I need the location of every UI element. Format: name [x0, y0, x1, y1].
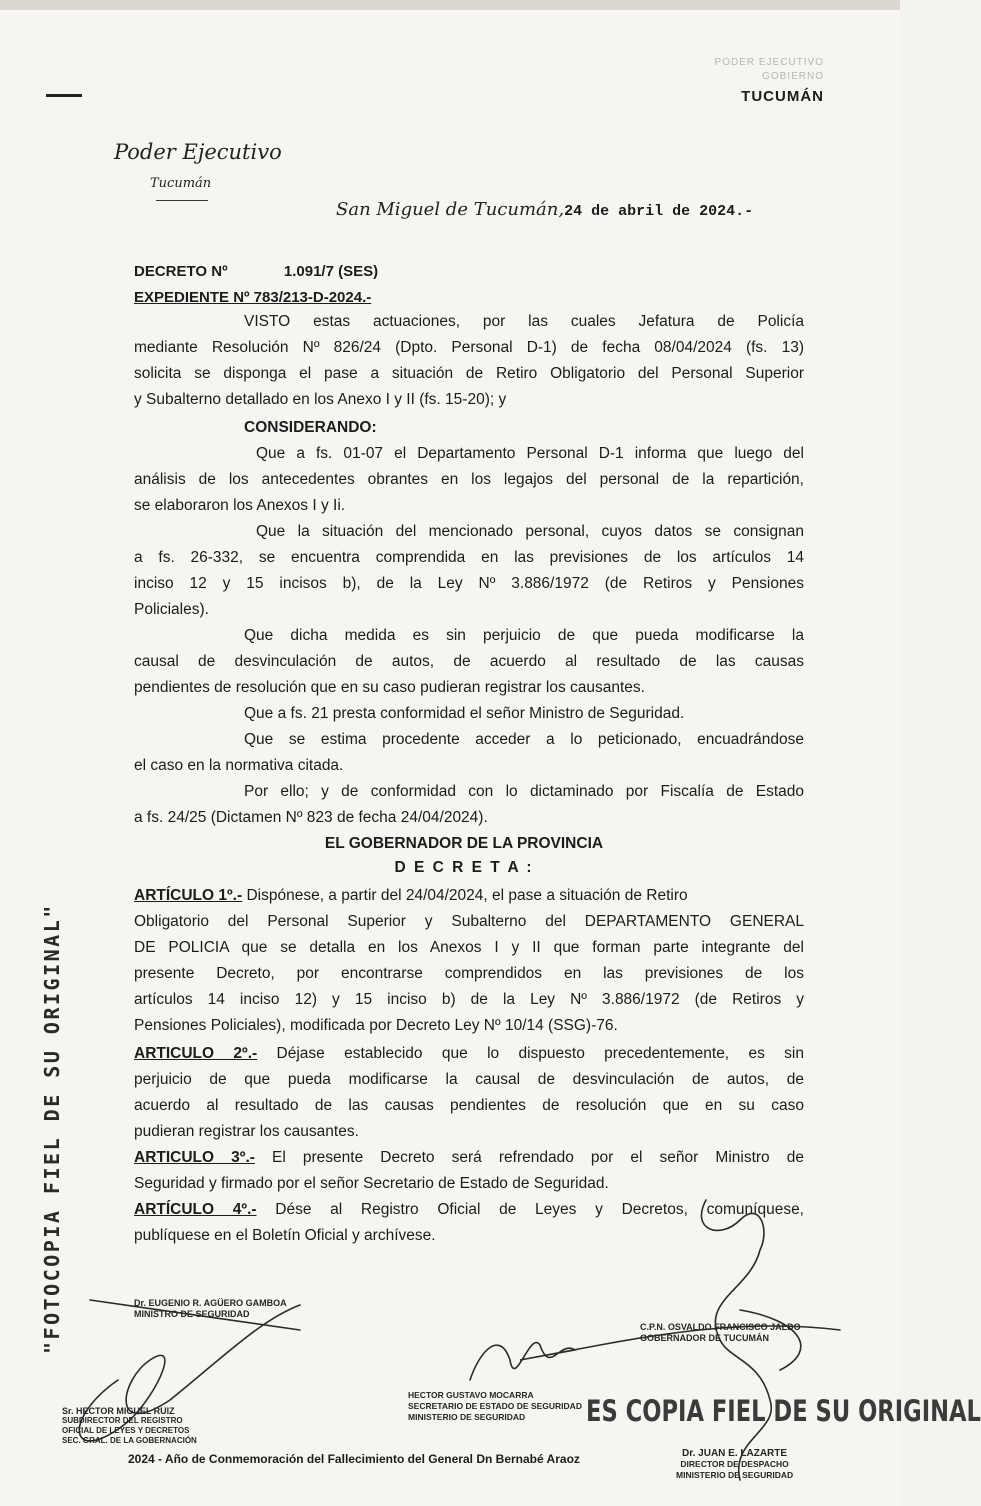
footer-year-motto: 2024 - Año de Conmemoración del Fallecimiento del General Dn Bernabé Araoz [128, 1452, 580, 1466]
considerando-title: CONSIDERANDO: [244, 419, 377, 436]
considerando-line: Que se estima procedente acceder a lo peticionado, encuadrándose [244, 731, 804, 748]
signer-title: SUBDIRECTOR DEL REGISTRO [62, 1416, 183, 1425]
signature-block-minister [134, 1298, 287, 1320]
considerando-line: análisis de los antecedentes obrantes en los legajos del personal de la repartición, [134, 471, 804, 488]
signer-title: MINISTRO DE SEGURIDAD [134, 1309, 250, 1319]
signer-title: SECRETARIO DE ESTADO DE SEGURIDAD [408, 1401, 582, 1411]
copy-certification-stamp: "FOTOCOPIA FIEL DE SU ORIGINAL" [40, 903, 64, 1354]
considerando-line: a fs. 26-332, se encuentra comprendida en las previsiones de los artículos 14 [134, 549, 804, 566]
article-1-line: presente Decreto, por encontrarse comprendidos en las previsiones de los [134, 965, 804, 982]
signature-block-secretary [408, 1390, 582, 1423]
article-4-label: ARTÍCULO 4º.- [134, 1201, 257, 1218]
visto-line: mediante Resolución Nº 826/24 (Dpto. Personal D-1) de fecha 08/04/2024 (fs. 13) [134, 339, 804, 356]
signer-name: Sr. HECTOR MIGUEL RUIZ [62, 1406, 175, 1416]
considerando-line: pendientes de resolución que en su caso pudieran registrar los causantes. [134, 679, 645, 696]
article-1-label: ARTÍCULO 1º.- [134, 887, 243, 904]
article-1-line: artículos 14 inciso 12) y 15 inciso b) de la Ley Nº 3.886/1972 (de Retiros y [134, 991, 804, 1008]
considerando-line: Que la situación del mencionado personal, cuyos datos se consignan [256, 523, 804, 540]
date: 24 de abril de 2024.- [564, 203, 754, 220]
considerando-line: Que a fs. 01-07 el Departamento Personal D-1 informa que luego del [256, 445, 804, 462]
article-4-line: publíquese en el Boletín Oficial y archívese. [134, 1227, 436, 1244]
signer-title: GOBERNADOR DE TUCUMÁN [640, 1333, 769, 1343]
considerando-line: Que dicha medida es sin perjuicio de que pueda modificarse la [244, 627, 804, 644]
faded-line: PODER EJECUTIVO [714, 57, 824, 68]
signer-name: C.P.N. OSVALDO FRANCISCO JALDO [640, 1322, 801, 1332]
considerando-line: a fs. 24/25 (Dictamen Nº 823 de fecha 24/04/2024). [134, 809, 488, 826]
article-4-text: Dése al Registro Oficial de Leyes y Decretos, comuníquese, [275, 1201, 804, 1218]
province-name: TUCUMÁN [741, 88, 824, 105]
decree-number-label: DECRETO Nº [134, 263, 228, 280]
article-3-label: ARTICULO 3º.- [134, 1149, 255, 1166]
expediente: EXPEDIENTE Nº 783/213-D-2024.- [134, 289, 372, 306]
faded-line: GOBIERNO [762, 71, 824, 82]
signer-name: HECTOR GUSTAVO MOCARRA [408, 1390, 534, 1400]
decree-number-value: 1.091/7 (SES) [283, 263, 379, 280]
article-2-line: acuerdo al resultado de las causas pendientes de resolución que en su caso [134, 1097, 804, 1114]
governor-heading: EL GOBERNADOR DE LA PROVINCIA [324, 835, 604, 852]
signature-block-governor [640, 1322, 801, 1344]
seal-line-2: Tucumán [150, 176, 212, 191]
signer-title: DIRECTOR DE DESPACHO [680, 1459, 789, 1469]
article-3-text: El presente Decreto será refrendado por el señor Ministro de [272, 1149, 804, 1166]
decreta-heading: D E C R E T A : [394, 859, 534, 876]
article-1-line: Obligatorio del Personal Superior y Subalterno del DEPARTAMENTO GENERAL [134, 913, 804, 930]
article-2-line: perjuicio de que pueda modificarse la causal de desvinculación de autos, de [134, 1071, 804, 1088]
considerando-line: se elaboraron los Anexos I y Ii. [134, 497, 346, 514]
copy-stamp: ES COPIA FIEL DE SU ORIGINAL [586, 1394, 981, 1428]
signer-title: MINISTERIO DE SEGURIDAD [408, 1412, 526, 1422]
article-1-text: Dispónese, a partir del 24/04/2024, el pase a situación de Retiro [246, 887, 688, 904]
visto-line: VISTO estas actuaciones, por las cuales Jefatura de Policía [244, 313, 804, 330]
seal-line-1: Poder Ejecutivo [114, 140, 282, 164]
signature-block-registry [62, 1406, 197, 1446]
signature-block-director [676, 1448, 793, 1481]
considerando-line: el caso en la normativa citada. [134, 757, 344, 774]
considerando-line: inciso 12 y 15 incisos b), de la Ley Nº 3.886/1972 (de Retiros y Pensiones [134, 575, 804, 592]
visto-line: solicita se disponga el pase a situación de Retiro Obligatorio del Personal Superior [134, 365, 804, 382]
article-1-line: DE POLICIA que se detalla en los Anexos I y II que forman parte integrante del [134, 939, 804, 956]
article-1-line: Pensiones Policiales), modificada por Decreto Ley Nº 10/14 (SSG)-76. [134, 1017, 618, 1034]
signer-name: Dr. EUGENIO R. AGÜERO GAMBOA [134, 1298, 287, 1308]
considerando-line: Que a fs. 21 presta conformidad el señor Ministro de Seguridad. [244, 705, 685, 722]
signer-name: Dr. JUAN E. LAZARTE [682, 1448, 788, 1459]
considerando-line: Policiales). [134, 601, 209, 618]
signer-title: SEC. GRAL. DE LA GOBERNACIÓN [62, 1436, 197, 1445]
considerando-line: Por ello; y de conformidad con lo dictaminado por Fiscalía de Estado [244, 783, 804, 800]
visto-line: y Subalterno detallado en los Anexo I y II (fs. 15-20); y [134, 391, 507, 408]
article-2-label: ARTICULO 2º.- [134, 1045, 258, 1062]
place: San Miguel de Tucumán, [336, 199, 565, 220]
article-2-line: pudieran registrar los causantes. [134, 1123, 359, 1140]
signer-title: OFICIAL DE LEYES Y DECRETOS [62, 1426, 190, 1435]
considerando-line: causal de desvinculación de autos, de acuerdo al resultado de las causas [134, 653, 804, 670]
article-3-line: Seguridad y firmado por el señor Secretario de Estado de Seguridad. [134, 1175, 609, 1192]
signer-title: MINISTERIO DE SEGURIDAD [676, 1470, 794, 1480]
article-2-text: Déjase establecido que lo dispuesto precedentemente, es sin [276, 1045, 804, 1062]
